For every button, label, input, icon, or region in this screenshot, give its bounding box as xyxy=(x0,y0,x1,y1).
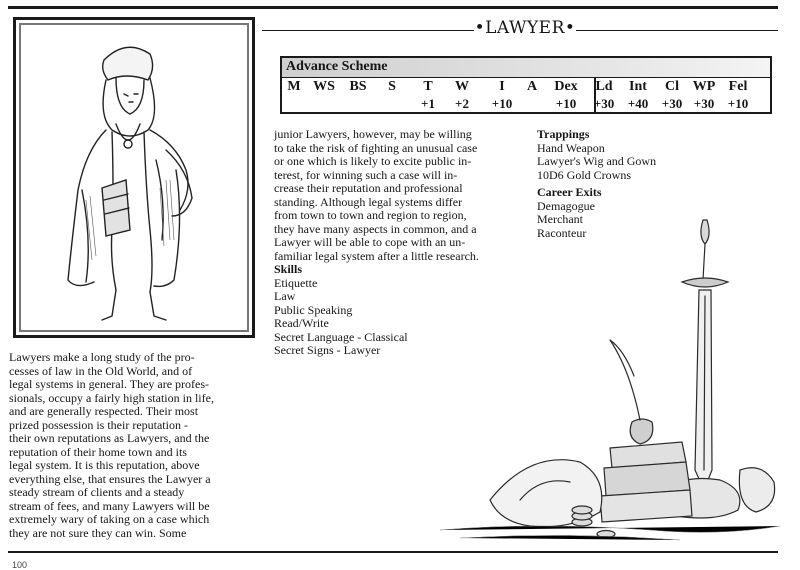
stat-value-10: +40 xyxy=(627,96,649,111)
intro-text xyxy=(9,351,257,540)
stat-header-2: BS xyxy=(349,79,367,94)
intro-line: prized possession is their reputation - xyxy=(9,417,188,432)
stat-value-13: +10 xyxy=(727,96,749,111)
intro-line: reputation of their home town and its xyxy=(9,444,187,459)
stat-header-6: I xyxy=(499,79,505,94)
lawyer-figure-illustration xyxy=(16,20,252,335)
intro-line: their own reputations as Lawyers, and the xyxy=(9,431,210,445)
stat-value-12: +30 xyxy=(693,96,715,111)
description-line: to take the risk of fighting an unusual case xyxy=(274,140,478,155)
sword-still-life-illustration xyxy=(420,200,790,550)
description-line: or one which is likely to excite public in- xyxy=(274,154,472,168)
career-exit-item: Merchant xyxy=(537,212,583,226)
skill-item: Secret Signs - Lawyer xyxy=(274,343,381,357)
stat-header-10: Int xyxy=(629,79,647,94)
description-line: standing. Although legal systems differ xyxy=(274,194,463,209)
stat-header-0: M xyxy=(287,79,301,94)
career-exit-item: Demagogue xyxy=(537,198,595,213)
advance-scheme-header-bar xyxy=(282,58,770,78)
skill-item: Public Speaking xyxy=(274,302,353,317)
title-rule-right xyxy=(576,30,778,31)
bottom-rule xyxy=(8,551,778,553)
intro-line: sionals, occupy a fairly high station in life, xyxy=(9,390,214,405)
trapping-item: Hand Weapon xyxy=(537,140,605,155)
stat-header-9: Ld xyxy=(595,79,613,94)
page-title: •LAWYER• xyxy=(474,18,576,38)
intro-line: they are not sure they can win. Some xyxy=(9,525,187,540)
advance-scheme-table xyxy=(280,56,772,114)
stat-value-11: +30 xyxy=(661,96,683,111)
stat-value-4: +1 xyxy=(421,96,435,111)
intro-line: everything else, that ensures the Lawyer a xyxy=(9,471,211,486)
stat-header-4: T xyxy=(423,79,433,94)
description-line: Lawyer will be able to cope with an un- xyxy=(274,235,466,249)
title-rule-left xyxy=(262,30,474,31)
trappings-heading: Trappings xyxy=(537,127,590,141)
description-line: terest, for winning such a case will in- xyxy=(274,167,458,182)
intro-line: cesses of law in the Old World, and of xyxy=(9,363,193,378)
description-line: crease their reputation and professional xyxy=(274,181,463,195)
stat-value-9: +30 xyxy=(593,96,615,111)
intro-line: and are generally respected. Their most xyxy=(9,404,199,418)
description-line: familiar legal system after a little research. xyxy=(274,248,479,263)
trapping-item: Lawyer's Wig and Gown xyxy=(537,154,657,168)
description-line: from town to town and region to region, xyxy=(274,208,467,222)
trapping-item: 10D6 Gold Crowns xyxy=(537,167,632,182)
stat-header-13: Fel xyxy=(728,79,748,94)
skill-item: Read/Write xyxy=(274,316,329,330)
stat-header-5: W xyxy=(455,79,469,94)
intro-line: legal systems in general. They are profes- xyxy=(9,377,210,391)
page-number: 100 xyxy=(12,560,28,570)
stat-header-7: A xyxy=(526,79,538,94)
skills-heading: Skills xyxy=(274,262,303,276)
intro-line: extremely wary of taking on a case which xyxy=(9,512,210,526)
skill-item: Etiquette xyxy=(274,275,318,290)
career-exits-heading: Career Exits xyxy=(537,185,602,199)
stat-value-5: +2 xyxy=(455,96,469,111)
stat-header-11: Cl xyxy=(665,79,679,94)
stat-value-6: +10 xyxy=(491,96,513,111)
stat-header-8: Dex xyxy=(554,79,578,94)
stat-header-3: S xyxy=(388,79,396,94)
skill-item: Law xyxy=(274,289,296,303)
description-line: they have many aspects in common, and a xyxy=(274,221,477,236)
description-line: junior Lawyers, however, may be willing xyxy=(274,127,472,141)
stat-header-1: WS xyxy=(313,79,335,94)
stat-header-12: WP xyxy=(692,79,716,94)
stat-value-8: +10 xyxy=(555,96,577,111)
trappings-list xyxy=(537,142,737,183)
intro-line: Lawyers make a long study of the pro- xyxy=(9,350,195,364)
lawyer-portrait xyxy=(13,17,255,338)
advance-scheme-title: Advance Scheme xyxy=(286,59,388,74)
top-rule xyxy=(8,6,778,9)
intro-line: steady stream of clients and a steady xyxy=(9,485,185,499)
intro-line: stream of fees, and many Lawyers will be xyxy=(9,498,210,513)
career-exit-item: Raconteur xyxy=(537,225,587,240)
intro-line: legal system. It is this reputation, above xyxy=(9,458,200,472)
skill-item: Secret Language - Classical xyxy=(274,329,408,344)
